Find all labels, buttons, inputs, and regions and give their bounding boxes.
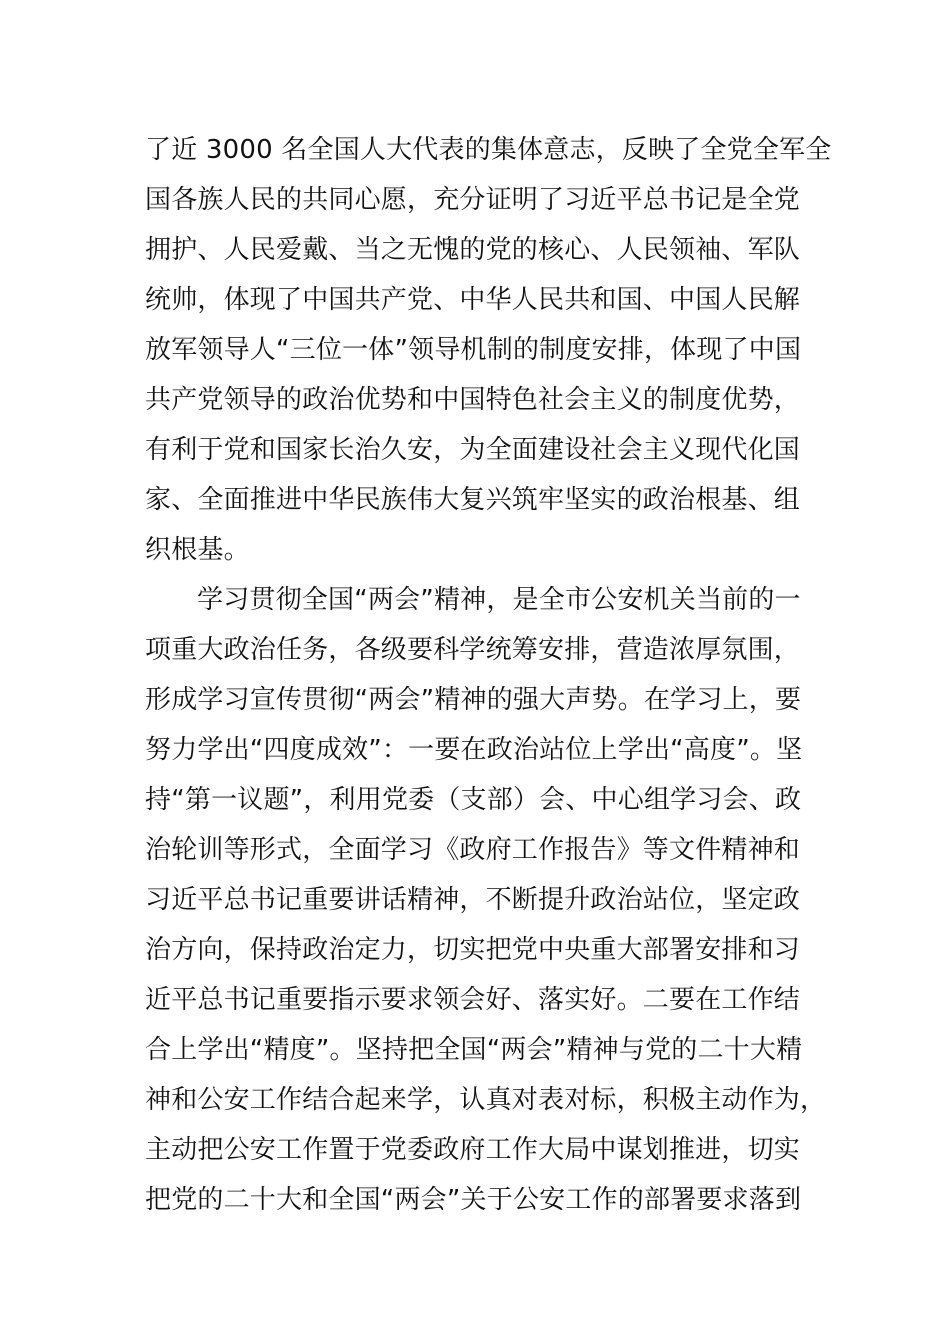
text-line: 国各族人民的共同心愿，充分证明了习近平总书记是全党: [145, 185, 801, 215]
text-line: 合上学出“精度”。坚持把全国“两会”精神与党的二十大精: [145, 1035, 803, 1065]
text-line: 家、全面推进中华民族伟大复兴筑牢坚实的政治根基、组: [145, 485, 801, 515]
text-line: 织根基。: [145, 535, 250, 565]
text-line: 近平总书记重要指示要求领会好、落实好。二要在工作结: [145, 985, 801, 1015]
text-line: 主动把公安工作置于党委政府工作大局中谋划推进，切实: [145, 1135, 801, 1165]
text-line: 持“第一议题”，利用党委（支部）会、中心组学习会、政: [145, 785, 802, 815]
text-line: 项重大政治任务，各级要科学统筹安排，营造浓厚氛围，: [145, 635, 801, 665]
paragraph-start-line: 学习贯彻全国“两会”精神，是全市公安机关当前的一: [197, 585, 801, 615]
text-line: 努力学出“四度成效”：一要在政治站位上学出“高度”。坚: [145, 735, 803, 765]
text-line: 把党的二十大和全国“两会”关于公安工作的部署要求落到: [145, 1185, 802, 1215]
text-line: 治方向，保持政治定力，切实把党中央重大部署安排和习: [145, 935, 801, 965]
text-line: 习近平总书记重要讲话精神，不断提升政治站位，坚定政: [145, 885, 801, 915]
text-line: 形成学习宣传贯彻“两会”精神的强大声势。在学习上，要: [145, 685, 802, 715]
text-line: 有利于党和国家长治久安，为全面建设社会主义现代化国: [145, 435, 801, 465]
text-line: 放军领导人“三位一体”领导机制的制度安排，体现了中国: [145, 335, 802, 365]
text-line: 统帅，体现了中国共产党、中华人民共和国、中国人民解: [145, 285, 801, 315]
text-line: 拥护、人民爱戴、当之无愧的党的核心、人民领袖、军队: [145, 235, 801, 265]
text-line: 了近 3000 名全国人大代表的集体意志，反映了全党全军全: [145, 135, 832, 165]
text-line: 治轮训等形式，全面学习《政府工作报告》等文件精神和: [145, 835, 801, 865]
text-line: 共产党领导的政治优势和中国特色社会主义的制度优势，: [145, 385, 801, 415]
text-line: 神和公安工作结合起来学，认真对表对标，积极主动作为，: [145, 1085, 827, 1115]
